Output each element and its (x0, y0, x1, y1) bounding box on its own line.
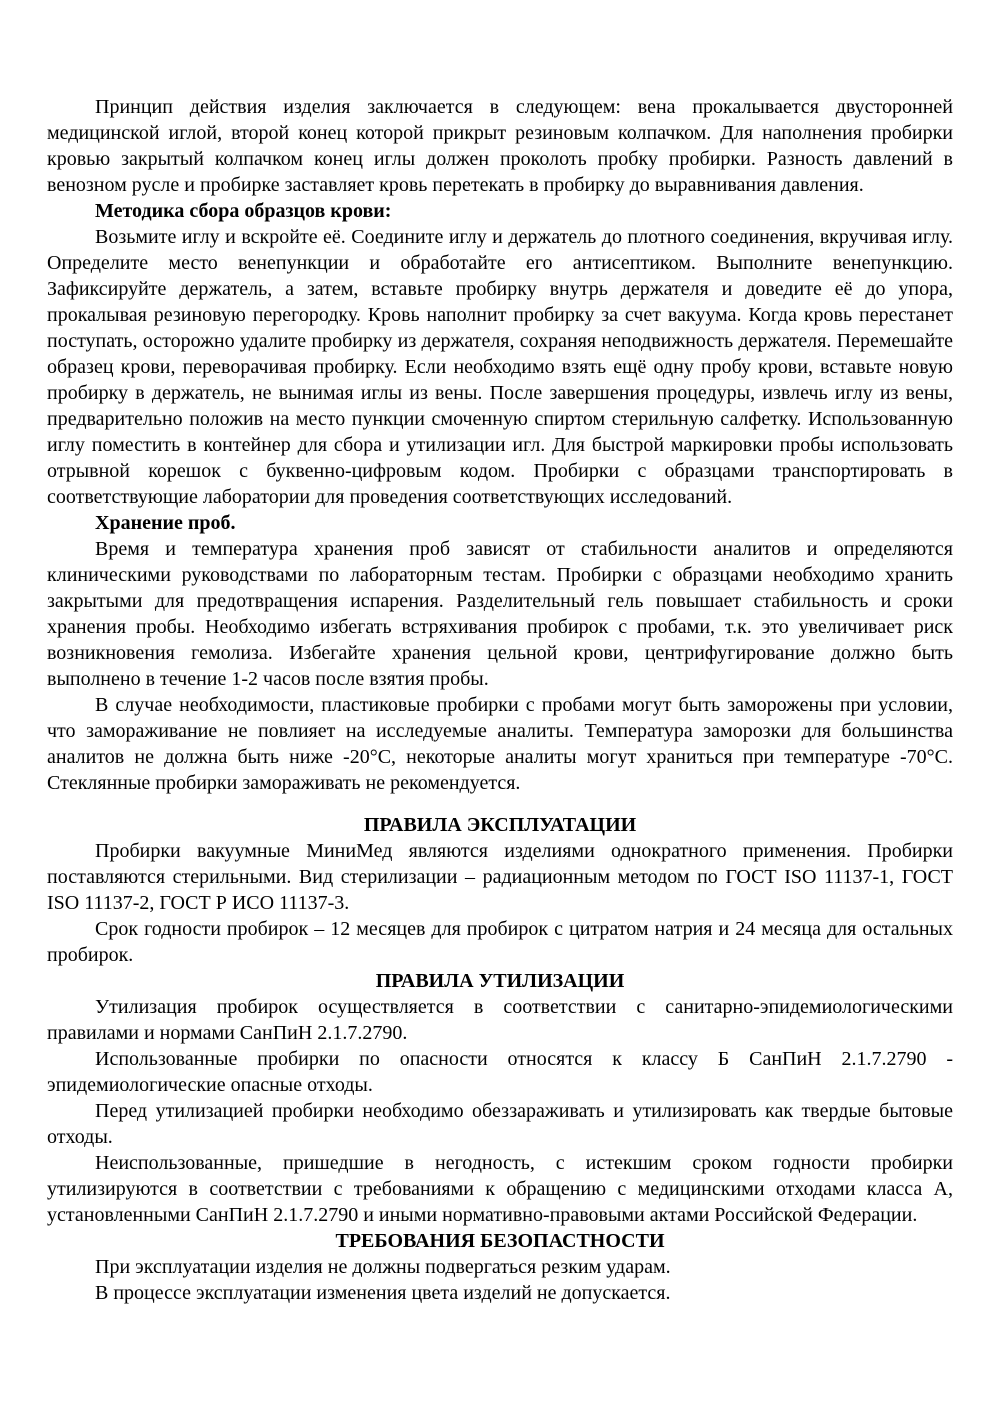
paragraph: В случае необходимости, пластиковые пробирки с пробами могут быть заморожены при условии, что замораживание не повлияет на исследуемые аналиты. Температура заморозки для большинства аналитов не должна быть ниже -20°С, некоторые аналиты могут храниться при температуре -70°С. Стеклянные пробирки замораживать не рекомендуется. (47, 694, 953, 794)
section-heading: ПРАВИЛА ЭКСПЛУАТАЦИИ (363, 814, 637, 836)
paragraph: Использованные пробирки по опасности относятся к классу Б СанПиН 2.1.7.2790 - эпидемиологические опасные отходы. (47, 1048, 953, 1096)
paragraph: В процессе эксплуатации изменения цвета изделий не допускается. (95, 1282, 671, 1304)
paragraph: Срок годности пробирок – 12 месяцев для пробирок с цитратом натрия и 24 месяца для остальных пробирок. (47, 918, 953, 966)
run-in-heading: Методика сбора образцов крови: (95, 200, 392, 222)
paragraph: Неиспользованные, пришедшие в негодность, с истекшим сроком годности пробирки утилизируются в соответствии с требованиями к обращению с медицинскими отходами класса А, установленными СанПиН 2.1.7.2790 и иными нормативно-правовыми актами Российской Федерации. (47, 1152, 953, 1226)
paragraph: Утилизация пробирок осуществляется в соответствии с санитарно-эпидемиологическими правилами и нормами СанПиН 2.1.7.2790. (47, 996, 953, 1044)
document-body (47, 94, 953, 1306)
paragraph: Пробирки вакуумные МиниМед являются изделиями однократного применения. Пробирки поставляются стерильными. Вид стерилизации – радиационным методом по ГОСТ ISO 11137-1, ГОСТ ISO 11137-2, ГОСТ Р ИСО 11137-3. (47, 840, 953, 914)
section-heading: ТРЕБОВАНИЯ БЕЗОПАСТНОСТИ (335, 1230, 665, 1252)
paragraph: Принцип действия изделия заключается в следующем: вена прокалывается двусторонней медицинской иглой, второй конец которой прикрыт резиновым колпачком. Для наполнения пробирки кровью закрытый колпачком конец иглы должен проколоть пробку пробирки. Разность давлений в венозном русле и пробирке заставляет кровь перетекать в пробирку до выравнивания давления. (47, 96, 953, 196)
paragraph: Перед утилизацией пробирки необходимо обеззараживать и утилизировать как твердые бытовые отходы. (47, 1100, 953, 1148)
paragraph: При эксплуатации изделия не должны подвергаться резким ударам. (95, 1256, 671, 1278)
run-in-heading: Хранение проб. (95, 512, 236, 534)
section-heading: ПРАВИЛА УТИЛИЗАЦИИ (375, 970, 625, 992)
paragraph: Возьмите иглу и вскройте её. Соедините иглу и держатель до плотного соединения, вкручивая иглу. Определите место венепункции и обработайте его антисептиком. Выполните венепункцию. Зафиксируйте держатель, а затем, вставьте пробирку внутрь держателя и доведите её до упора, прокалывая резиновую перегородку. Кровь наполнит пробирку за счет вакуума. Когда кровь перестанет поступать, осторожно удалите пробирку из держателя, сохраняя неподвижность держателя. Перемешайте образец крови, переворачивая пробирку. Если необходимо взять ещё одну пробу крови, вставьте новую пробирку в держатель, не вынимая иглы из вены. После завершения процедуры, извлечь иглу из вены, предварительно положив на место пункции смоченную спиртом стерильную салфетку. Использованную иглу поместить в контейнер для сбора и утилизации игл. Для быстрой маркировки пробы использовать отрывной корешок с буквенно-цифровым кодом. Пробирки с образцами транспортировать в соответствующие лаборатории для проведения соответствующих исследований. (47, 226, 953, 508)
paragraph: Время и температура хранения проб зависят от стабильности аналитов и определяются клиническими руководствами по лабораторным тестам. Пробирки с образцами необходимо хранить закрытыми для предотвращения испарения. Разделительный гель повышает стабильность и сроки хранения пробы. Необходимо избегать встряхивания пробирок с пробами, т.к. это увеличивает риск возникновения гемолиза. Избегайте хранения цельной крови, центрифугирование должно быть выполнено в течение 1-2 часов после взятия пробы. (47, 538, 953, 690)
